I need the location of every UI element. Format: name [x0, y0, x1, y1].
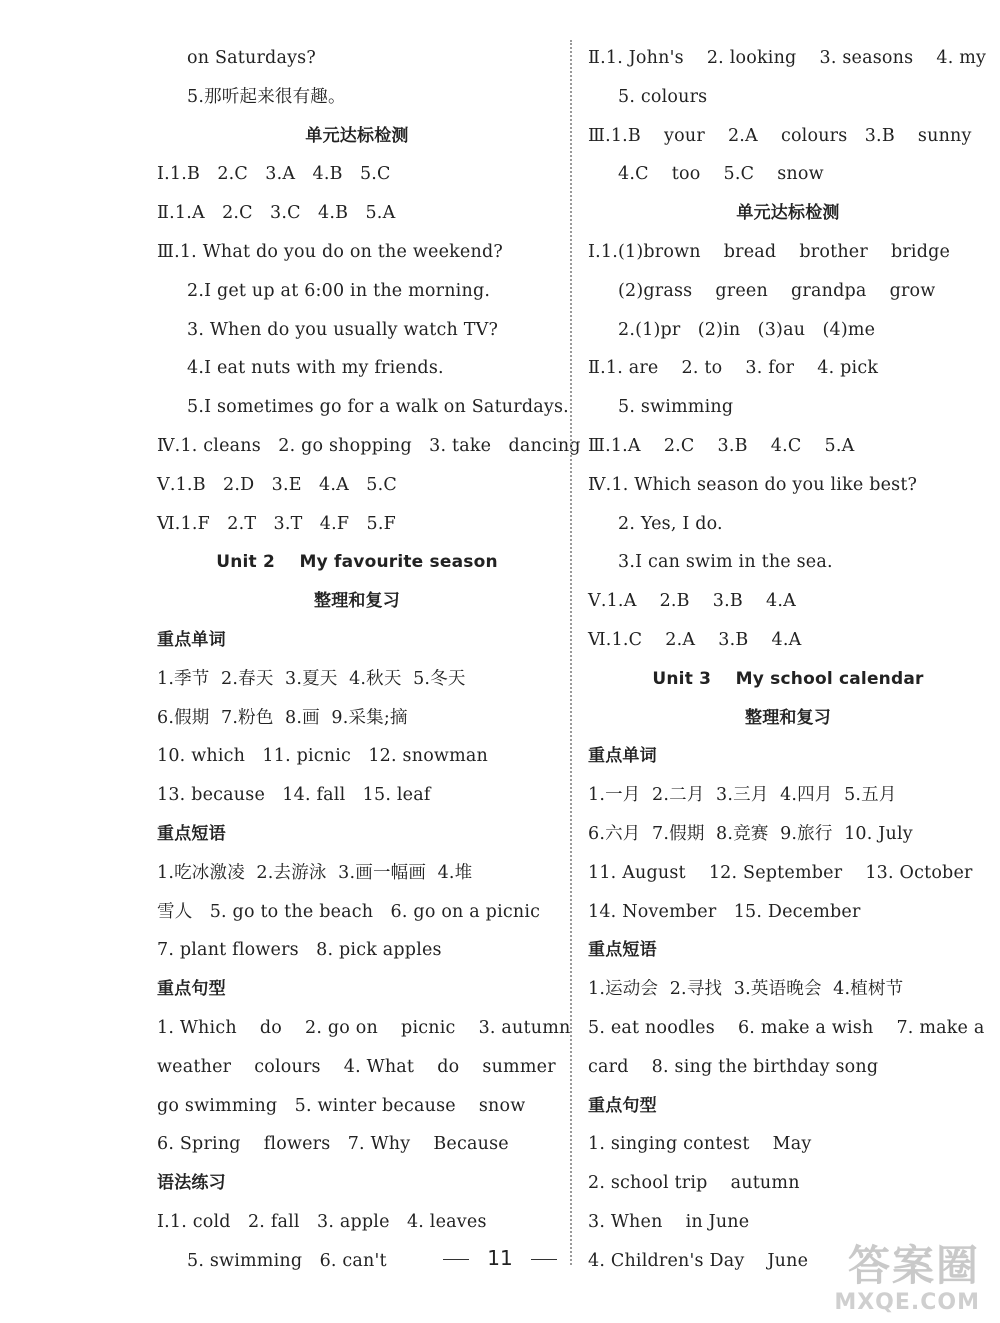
page-number: 11: [487, 1246, 513, 1270]
section-title: 整理和复习: [314, 591, 400, 612]
answer-line: Ⅰ.1.(1)brown bread brother bridge: [588, 242, 951, 262]
section-title: 单元达标检测: [305, 125, 409, 146]
answer-line: Ⅵ.1.F 2.T 3.T 4.F 5.F: [157, 513, 396, 534]
answer-line: 2.I get up at 6:00 in the morning.: [187, 280, 491, 301]
answer-line: Ⅲ.1. What do you do on the weekend?: [157, 242, 503, 262]
answer-line: 1.季节 2.春天 3.夏天 4.秋天 5.冬天: [157, 668, 466, 689]
answer-line: 4.C too 5.C snow: [618, 164, 824, 185]
answer-line: 5. eat noodles 6. make a wish 7. make a: [588, 1018, 985, 1038]
answer-line: on Saturdays?: [187, 48, 316, 68]
answer-line: go swimming 5. winter because snow: [157, 1095, 526, 1116]
answer-line: 1.运动会 2.寻找 3.英语晚会 4.植树节: [588, 979, 904, 1000]
answer-line: Ⅲ.1.A 2.C 3.B 4.C 5.A: [588, 436, 855, 456]
section-heading: 语法练习: [157, 1173, 226, 1194]
answer-line: weather colours 4. What do summer: [157, 1056, 556, 1077]
answer-line: 10. which 11. picnic 12. snowman: [157, 746, 489, 767]
section-title: 单元达标检测: [736, 203, 840, 224]
answer-line: 6.六月 7.假期 8.竞赛 9.旅行 10. July: [588, 824, 913, 844]
watermark-logo: [800, 1233, 980, 1315]
section-heading: 重点单词: [588, 746, 657, 767]
answer-line: 2. school trip autumn: [588, 1173, 800, 1194]
answer-line: Ⅰ.1. cold 2. fall 3. apple 4. leaves: [157, 1212, 487, 1232]
answer-line: 1. singing contest May: [588, 1134, 812, 1155]
answer-line: 4. Children's Day June: [588, 1250, 809, 1271]
section-heading: 重点句型: [157, 979, 226, 1000]
answer-line: Ⅴ.1.B 2.D 3.E 4.A 5.C: [157, 474, 397, 495]
footer-dash-left: [443, 1259, 469, 1260]
answer-line: 雪人 5. go to the beach 6. go on a picnic: [157, 901, 541, 922]
answer-line: Ⅰ.1.B 2.C 3.A 4.B 5.C: [157, 164, 391, 185]
answer-line: 13. because 14. fall 15. leaf: [157, 785, 431, 806]
section-heading: 重点短语: [588, 940, 657, 961]
section-heading: 重点句型: [588, 1095, 657, 1116]
answer-line: Ⅳ.1. cleans 2. go shopping 3. take dancing: [157, 436, 581, 456]
answer-line: 11. August 12. September 13. October: [588, 862, 973, 883]
footer-dash-right: [531, 1259, 557, 1260]
answer-line: (2)grass green grandpa grow: [618, 280, 936, 301]
section-heading: 重点单词: [157, 630, 226, 650]
answer-line: Ⅲ.1.B your 2.A colours 3.B sunny: [588, 125, 972, 146]
answer-line: 4.I eat nuts with my friends.: [187, 358, 444, 379]
watermark-top-text: 答案圈: [847, 1241, 980, 1290]
column-divider: [570, 40, 572, 1265]
answer-line: 5. swimming 6. can't: [187, 1250, 387, 1271]
answer-line: 5. swimming: [618, 397, 734, 418]
answer-line: Ⅴ.1.A 2.B 3.B 4.A: [588, 591, 796, 612]
answer-line: Ⅳ.1. Which season do you like best?: [588, 474, 918, 495]
answer-line: 6. Spring flowers 7. Why Because: [157, 1134, 509, 1155]
answer-line: 1.一月 2.二月 3.三月 4.四月 5.五月: [588, 785, 897, 806]
answer-line: 3. When do you usually watch TV?: [187, 319, 499, 340]
answer-line: 3.I can swim in the sea.: [618, 552, 833, 573]
answer-line: 7. plant flowers 8. pick apples: [157, 940, 442, 961]
answer-line: 2. Yes, I do.: [618, 513, 723, 534]
answer-line: 5.I sometimes go for a walk on Saturdays.: [187, 397, 569, 418]
answer-line: Ⅱ.1.A 2.C 3.C 4.B 5.A: [157, 203, 396, 224]
answer-line: 1. Which do 2. go on picnic 3. autumn: [157, 1018, 571, 1038]
answer-line: 5.那听起来很有趣。: [187, 86, 346, 107]
answer-line: 6.假期 7.粉色 8.画 9.采集;摘: [157, 707, 408, 728]
answer-line: Ⅱ.1. John's 2. looking 3. seasons 4. my: [588, 48, 987, 68]
answer-line: Ⅱ.1. are 2. to 3. for 4. pick: [588, 358, 879, 379]
answer-line: Ⅵ.1.C 2.A 3.B 4.A: [588, 630, 802, 650]
section-title: Unit 3 My school calendar: [652, 668, 924, 689]
answer-line: 5. colours: [618, 86, 708, 107]
answer-line: 3. When in June: [588, 1212, 750, 1232]
section-title: Unit 2 My favourite season: [216, 552, 498, 573]
answer-line: 2.(1)pr (2)in (3)au (4)me: [618, 319, 876, 340]
watermark-bottom-text: MXQE.COM: [834, 1290, 980, 1315]
section-heading: 重点短语: [157, 824, 226, 844]
answer-line: card 8. sing the birthday song: [588, 1056, 879, 1077]
answer-line: 1.吃冰激凌 2.去游泳 3.画一幅画 4.堆: [157, 862, 473, 883]
section-title: 整理和复习: [745, 707, 831, 728]
answer-line: 14. November 15. December: [588, 901, 861, 922]
